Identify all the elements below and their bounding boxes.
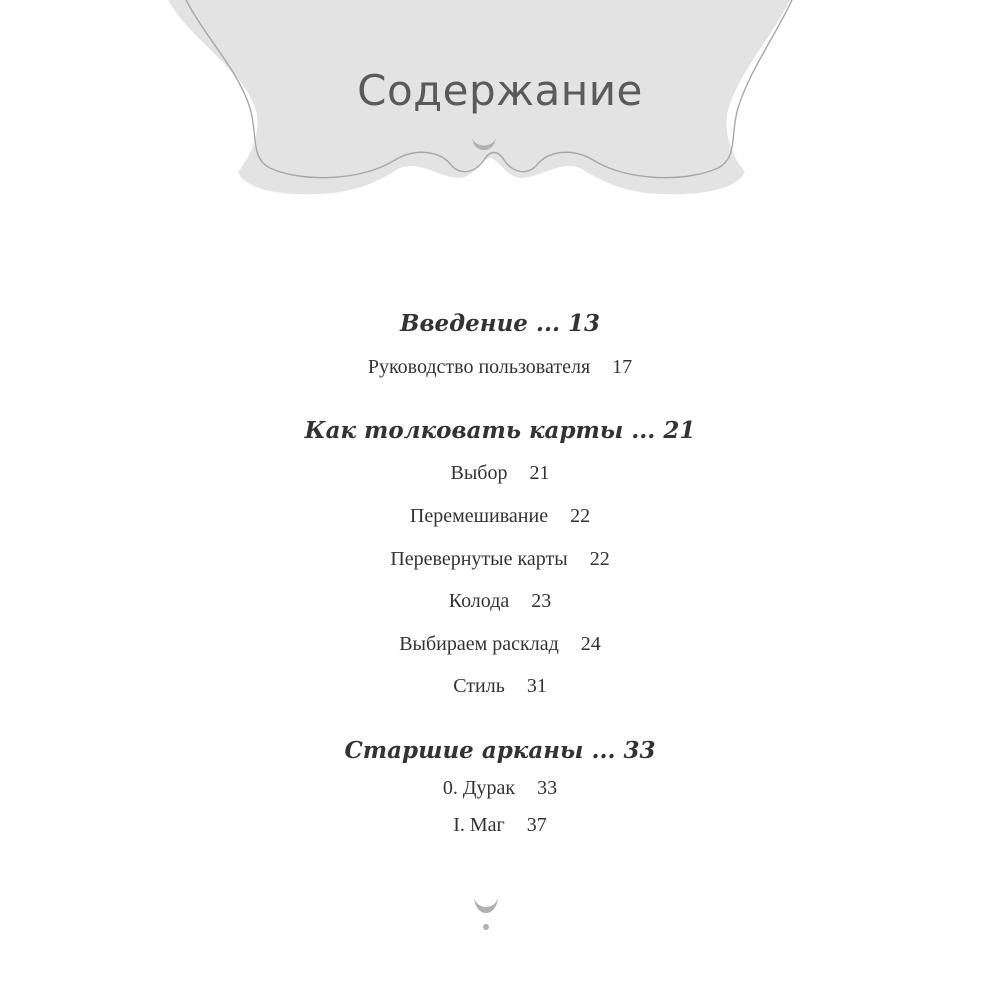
- toc-entry-title: Руководство пользователя: [367, 356, 591, 378]
- toc-entry-title: Колода: [448, 590, 510, 612]
- toc-entry-page: 31: [526, 675, 547, 697]
- toc-entry-title: Выбираем расклад: [399, 633, 559, 655]
- toc-entry[interactable]: [0, 505, 1000, 528]
- toc-entry[interactable]: [0, 356, 1000, 379]
- toc-entry-title: I. Маг: [453, 814, 505, 836]
- toc-entry-title: Выбор: [450, 462, 508, 484]
- toc-entry[interactable]: [0, 590, 1000, 613]
- page-title: Содержание: [357, 66, 643, 115]
- toc-entry-page: 24: [580, 633, 601, 655]
- toc-entry[interactable]: [0, 675, 1000, 698]
- toc-entry[interactable]: [0, 777, 1000, 800]
- toc-entry-page: 33: [537, 777, 558, 799]
- toc-entry[interactable]: [0, 814, 1000, 837]
- toc-entry-page: 23: [531, 590, 552, 612]
- toc-entry-page: 17: [612, 356, 633, 378]
- toc-entry[interactable]: [0, 462, 1000, 485]
- toc-entry-title: Стиль: [453, 675, 505, 697]
- toc-entry-page: 22: [589, 548, 610, 570]
- toc-entry[interactable]: [0, 633, 1000, 656]
- toc-section-heading[interactable]: Старшие арканы ... 33: [344, 737, 656, 764]
- toc-entry-title: Перевернутые карты: [390, 548, 568, 570]
- crescent-dot-icon: [472, 896, 500, 932]
- toc-section-heading[interactable]: Введение ... 13: [400, 310, 600, 337]
- toc-entry[interactable]: [0, 548, 1000, 571]
- toc-section-heading[interactable]: Как толковать карты ... 21: [304, 417, 696, 444]
- toc-entry-page: 22: [570, 505, 591, 527]
- toc-entry-title: 0. Дурак: [442, 777, 516, 799]
- toc-entry-page: 21: [529, 462, 550, 484]
- toc-entry-page: 37: [526, 814, 547, 836]
- crescent-icon: [470, 136, 498, 160]
- toc-entry-title: Перемешивание: [409, 505, 549, 527]
